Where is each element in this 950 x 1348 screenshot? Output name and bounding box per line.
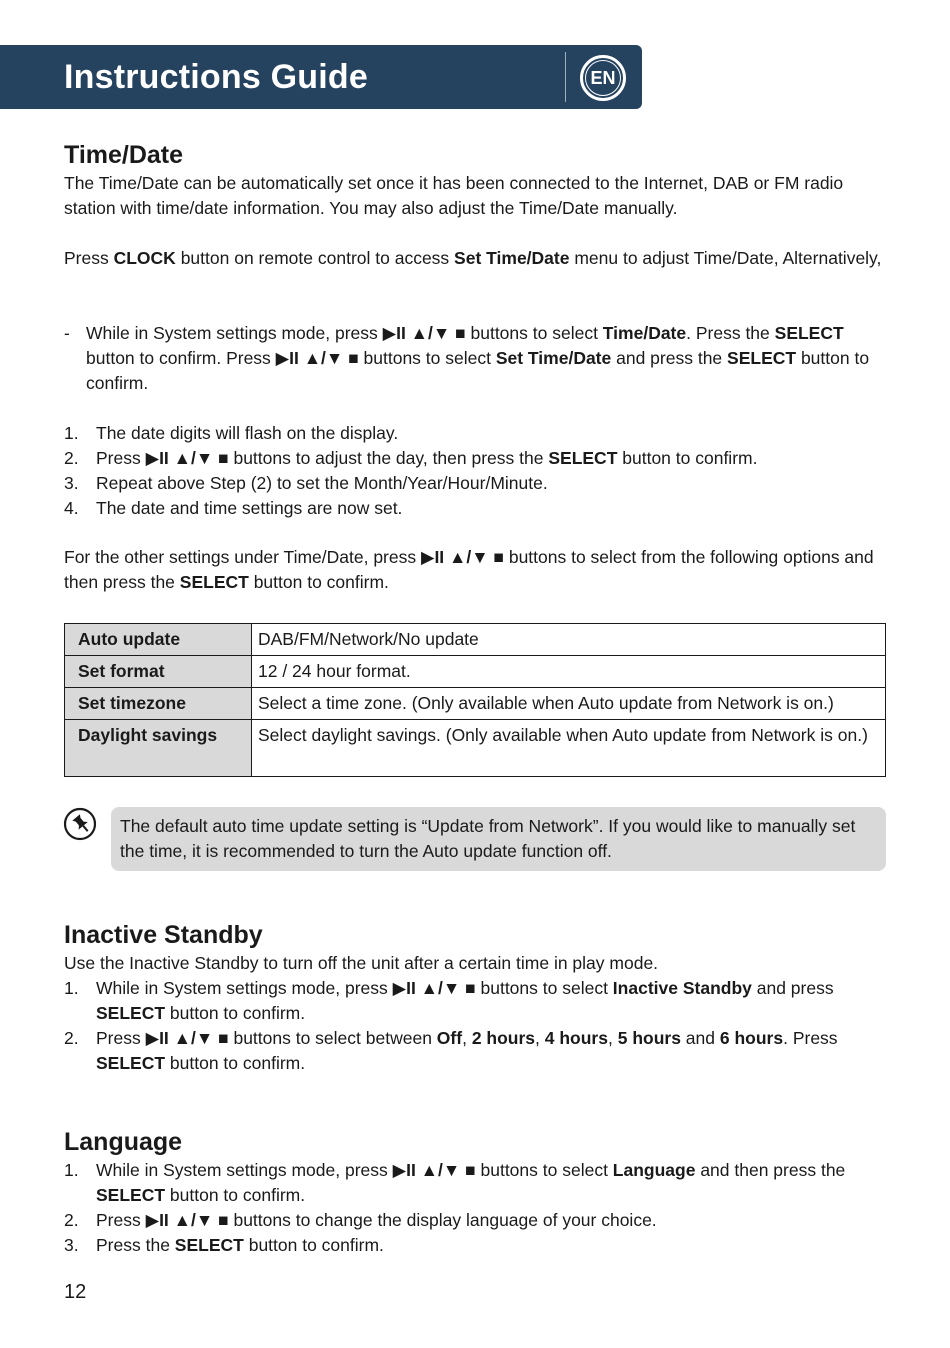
table-row — [65, 688, 886, 720]
time-date-intro: The Time/Date can be automatically set once it has been connected to the Internet, DAB or FM radio station with time/date information. You may also adjust the Time/Date manually. — [64, 173, 844, 218]
control-buttons-icon: ▶II ▲/▼ ■ — [145, 448, 229, 468]
table-cell-key: Auto update — [65, 624, 252, 656]
language-badge-label: EN — [585, 60, 621, 96]
control-buttons-icon: ▶II ▲/▼ ■ — [275, 348, 359, 368]
list-item: 2. Press ▶II ▲/▼ ■ buttons to change the display language of your choice. — [64, 1208, 884, 1233]
control-buttons-icon: ▶II ▲/▼ ■ — [420, 547, 504, 567]
section-title-time-date: Time/Date — [64, 141, 184, 169]
note-text: The default auto time update setting is “Update from Network”. If you would like to manually set the time, it is recommended to turn the Auto update function off. — [120, 816, 856, 861]
table-cell-key: Set format — [65, 656, 252, 688]
table-row — [65, 656, 886, 688]
list-item: 3. Repeat above Step (2) to set the Month/Year/Hour/Minute. — [64, 473, 548, 493]
table-cell-value: Select daylight savings. (Only available when Auto update from Network is on.) — [252, 720, 886, 777]
list-item: 2. Press ▶II ▲/▼ ■ buttons to adjust the day, then press the SELECT button to confirm. — [64, 446, 884, 471]
header-banner — [0, 45, 642, 109]
list-item: 1. While in System settings mode, press ▶II ▲/▼ ■ buttons to select Language and then press the SELECT button to confirm. — [64, 1160, 846, 1205]
language-steps — [64, 1158, 884, 1258]
time-date-other-settings: For the other settings under Time/Date, press ▶II ▲/▼ ■ buttons to select from the following options and then press the SELECT button to confirm. — [64, 547, 874, 592]
list-item: 1. The date digits will flash on the display. — [64, 423, 399, 443]
dash-bullet: - — [64, 323, 70, 343]
time-date-settings-table — [64, 623, 886, 777]
table-cell-value: 12 / 24 hour format. — [252, 656, 886, 688]
table-cell-key: Set timezone — [65, 688, 252, 720]
table-cell-key: Daylight savings — [65, 720, 252, 777]
header-divider — [565, 52, 566, 102]
control-buttons-icon: ▶II ▲/▼ ■ — [145, 1028, 229, 1048]
list-item: 1. While in System settings mode, press ▶II ▲/▼ ■ buttons to select Inactive Standby and press SELECT button to confirm. — [64, 978, 834, 1023]
control-buttons-icon: ▶II ▲/▼ ■ — [392, 978, 476, 998]
table-cell-value: DAB/FM/Network/No update — [252, 624, 886, 656]
inactive-standby-steps — [64, 976, 884, 1076]
control-buttons-icon: ▶II ▲/▼ ■ — [382, 323, 466, 343]
page-number: 12 — [64, 1281, 87, 1303]
table-row — [65, 720, 886, 777]
language-badge — [580, 55, 626, 101]
note-box — [111, 807, 886, 871]
table-cell-value: Select a time zone. (Only available when Auto update from Network is on.) — [252, 688, 886, 720]
list-item: 2. Press ▶II ▲/▼ ■ buttons to select between Off, 2 hours, 4 hours, 5 hours and 6 hours. Press SELECT button to confirm. — [64, 1028, 838, 1073]
list-item: 3. Press the SELECT button to confirm. — [64, 1235, 384, 1255]
control-buttons-icon: ▶II ▲/▼ ■ — [145, 1210, 229, 1230]
section-title-inactive-standby: Inactive Standby — [64, 921, 263, 949]
page-title: Instructions Guide — [64, 58, 368, 96]
time-date-access: Press CLOCK button on remote control to access Set Time/Date menu to adjust Time/Date, Alternatively, — [64, 248, 882, 268]
time-date-steps — [64, 421, 884, 521]
section-title-language: Language — [64, 1128, 183, 1156]
control-buttons-icon: ▶II ▲/▼ ■ — [392, 1160, 476, 1180]
table-row — [65, 624, 886, 656]
time-date-dash-item: - While in System settings mode, press ▶II ▲/▼ ■ buttons to select Time/Date. Press the SELECT button to confirm. Press ▶II ▲/▼ ■ buttons to select Set Time/Date and press the SELECT button to confirm. — [64, 323, 870, 393]
list-item: 4. The date and time settings are now set. — [64, 498, 403, 518]
inactive-standby-intro: Use the Inactive Standby to turn off the unit after a certain time in play mode. — [64, 953, 659, 973]
pin-note-icon — [63, 807, 97, 841]
